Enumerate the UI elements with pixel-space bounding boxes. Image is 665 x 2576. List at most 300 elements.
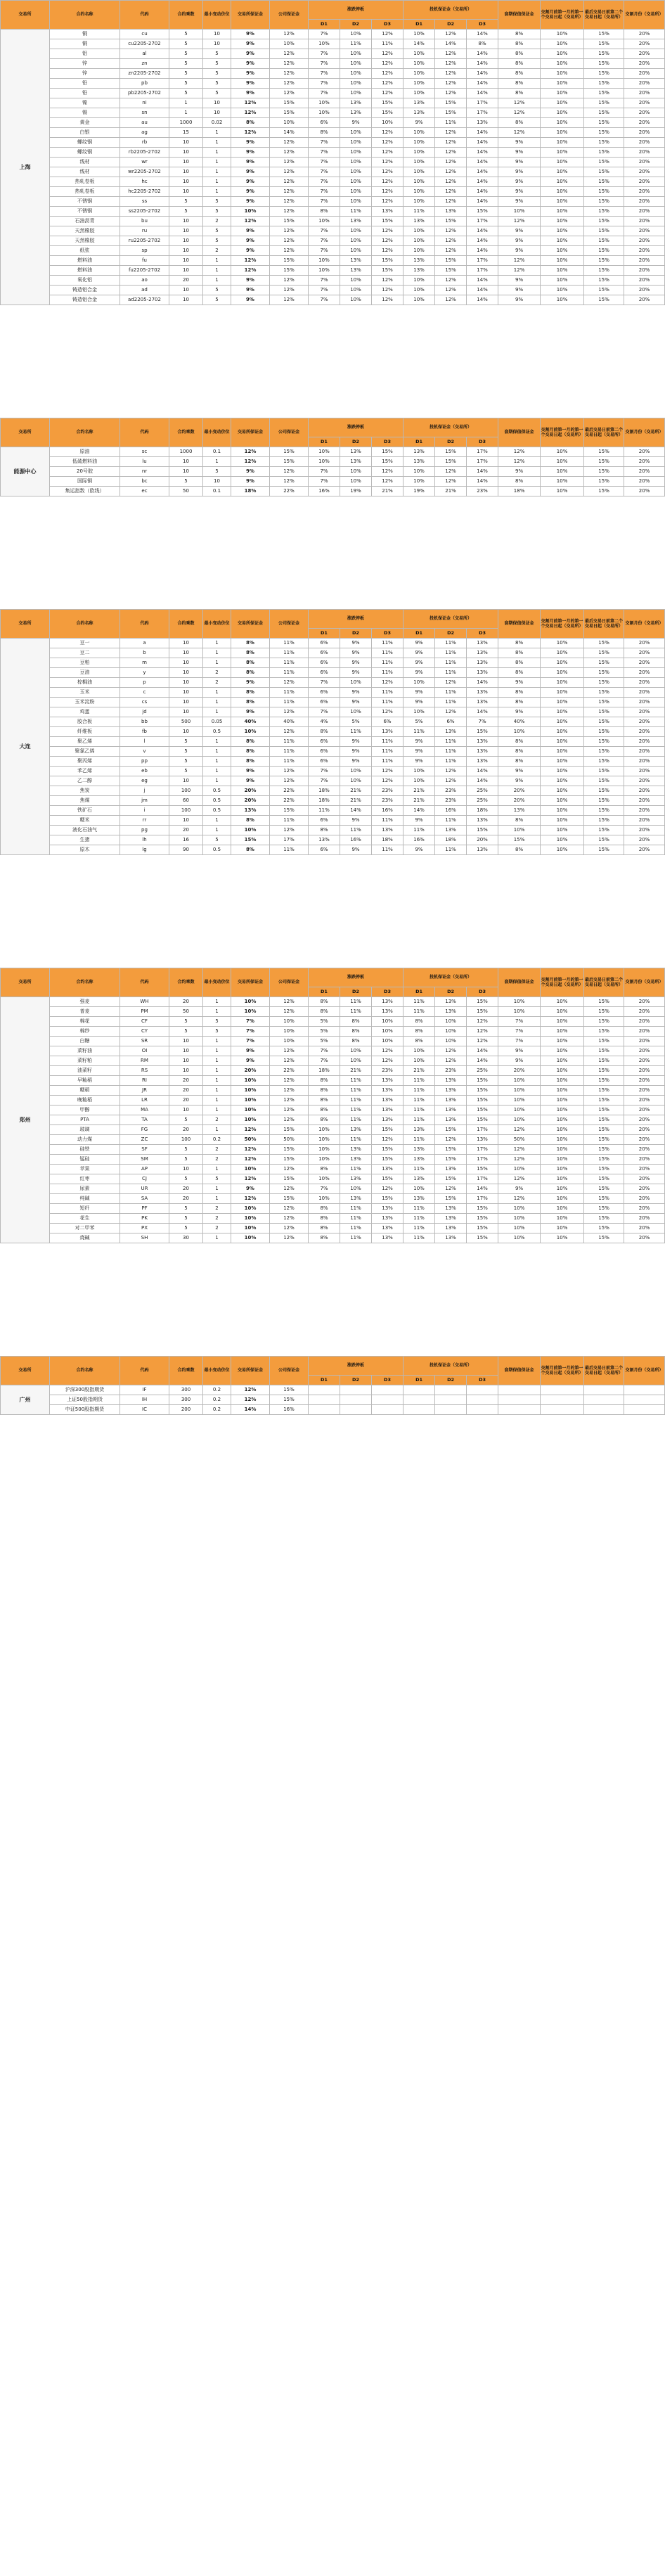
table-cell: 12% [498, 447, 541, 457]
table-cell: 10% [541, 1145, 584, 1155]
table-cell: 豆二 [50, 648, 120, 658]
table-cell: 15% [270, 1194, 309, 1204]
table-cell: IF [120, 1385, 169, 1395]
table-row [1, 747, 665, 757]
table-cell: 10% [541, 1125, 584, 1135]
table-cell: 23% [372, 1066, 403, 1076]
table-cell: 1 [203, 1233, 231, 1243]
table-cell: 10% [541, 737, 584, 747]
table-cell: 10% [541, 1194, 584, 1204]
table-cell: 6% [309, 698, 340, 707]
spacer-cell [1, 1415, 665, 1528]
col-company-margin-header: 公司保证金 [270, 968, 309, 997]
table-cell: 10% [403, 776, 435, 786]
table-cell: 18% [309, 786, 340, 796]
table-cell: 11% [340, 1007, 372, 1017]
table-cell: 12% [270, 79, 309, 89]
table-cell: 0.05 [203, 717, 231, 727]
table-cell: 14% [467, 226, 498, 236]
table-cell: lh [120, 835, 169, 845]
table-cell: 13% [467, 698, 498, 707]
table-cell: 10% [541, 457, 584, 467]
table-cell: 15% [467, 1076, 498, 1086]
table-cell: 11% [372, 39, 403, 49]
table-cell: 20% [624, 1224, 665, 1233]
table-cell: 乙二醇 [50, 776, 120, 786]
table-cell: 10% [541, 648, 584, 658]
table-cell: 20% [624, 727, 665, 737]
table-cell: 8% [498, 698, 541, 707]
table-cell: 20% [624, 648, 665, 658]
table-cell: 15% [435, 1145, 467, 1155]
tier-col-2: D3 [372, 1376, 403, 1385]
table-row [1, 167, 665, 177]
table-cell: 15% [435, 108, 467, 118]
table-cell: 13% [372, 1224, 403, 1233]
table-cell: 12% [270, 197, 309, 207]
table-cell: 12% [498, 256, 541, 266]
col-code-header: 代码 [120, 968, 169, 997]
table-cell: 15% [584, 658, 624, 668]
table-cell: 9% [231, 295, 270, 305]
table-cell: 5 [169, 1027, 203, 1037]
spec-col-0: D1 [403, 987, 435, 997]
table-cell: 12% [372, 776, 403, 786]
table-cell: 13% [372, 1076, 403, 1086]
table-cell: 20% [624, 79, 665, 89]
table-row [1, 49, 665, 59]
table-cell: 9% [231, 1184, 270, 1194]
table-cell: 棉花 [50, 1017, 120, 1027]
table-cell: 5 [203, 1027, 231, 1037]
table-cell: 8% [498, 69, 541, 79]
table-cell: 锡 [50, 108, 120, 118]
table-cell: 粳米 [50, 816, 120, 826]
table-cell: 12% [270, 1106, 309, 1115]
table-cell: 玉米 [50, 688, 120, 698]
table-cell: 石油沥青 [50, 217, 120, 226]
table-cell: 1 [203, 648, 231, 658]
table-cell: 12% [270, 1115, 309, 1125]
table-cell: 20% [624, 1233, 665, 1243]
table-cell: 12% [372, 177, 403, 187]
table-cell: 8% [309, 207, 340, 217]
table-row [1, 1125, 665, 1135]
table-cell: 8% [498, 49, 541, 59]
table-row [1, 1214, 665, 1224]
table-cell: 11% [435, 845, 467, 855]
table-row [1, 1046, 665, 1056]
table-cell: 10% [541, 487, 584, 496]
table-cell: 12% [372, 467, 403, 477]
table-cell: 11% [270, 737, 309, 747]
table-cell: 9% [340, 668, 372, 678]
col-exchange-header: 交易所 [1, 1, 50, 30]
table-cell: 10 [169, 688, 203, 698]
table-cell: 14% [467, 1056, 498, 1066]
table-row [1, 1395, 665, 1405]
table-cell: 6% [309, 845, 340, 855]
table-cell: 12% [270, 678, 309, 688]
table-cell: 15% [270, 1125, 309, 1135]
table-cell: 13% [340, 1125, 372, 1135]
table-cell: 豆油 [50, 668, 120, 678]
table-cell: 13% [467, 816, 498, 826]
table-cell: 11% [435, 688, 467, 698]
table-cell: 6% [309, 639, 340, 648]
table-cell: ad [120, 286, 169, 295]
table-cell: 9% [231, 59, 270, 69]
table-cell: 10% [541, 167, 584, 177]
table-cell: 7% [309, 467, 340, 477]
table-cell: 8% [467, 39, 498, 49]
table-cell: 15% [435, 98, 467, 108]
table-cell: 液化石油气 [50, 826, 120, 835]
table-cell: 1 [203, 1046, 231, 1056]
table-cell: 7% [309, 707, 340, 717]
col-spec-header: 投机保证金（交易所） [403, 418, 498, 437]
table-row [1, 668, 665, 678]
table-cell: 10% [403, 1056, 435, 1066]
table-cell: 12% [435, 467, 467, 477]
table-cell: 8% [340, 1027, 372, 1037]
table-row [1, 1066, 665, 1076]
table-cell: 100 [169, 806, 203, 816]
table-cell: 15% [270, 98, 309, 108]
table-row [1, 707, 665, 717]
table-cell: 12% [467, 1037, 498, 1046]
table-cell: 苯乙烯 [50, 767, 120, 776]
table-cell: 15% [584, 1135, 624, 1145]
table-row [1, 256, 665, 266]
table-cell: 17% [270, 835, 309, 845]
col-company-margin-header: 公司保证金 [270, 610, 309, 639]
table-row [1, 246, 665, 256]
table-cell: 20% [624, 1165, 665, 1174]
table-cell: 1 [203, 148, 231, 158]
tier-col-0: D1 [309, 987, 340, 997]
table-cell: 21% [372, 487, 403, 496]
table-cell: 22% [270, 1066, 309, 1076]
table-row [1, 276, 665, 286]
table-cell: 10% [403, 246, 435, 256]
table-row [1, 678, 665, 688]
table-row [1, 467, 665, 477]
table-cell: 10 [169, 266, 203, 276]
table-cell: 10 [169, 256, 203, 266]
table-cell: 11% [403, 207, 435, 217]
spec-col-2: D3 [467, 987, 498, 997]
tier-col-0: D1 [309, 1376, 340, 1385]
table-cell: 15% [372, 1125, 403, 1135]
table-cell: 15% [584, 688, 624, 698]
table-cell: lg [120, 845, 169, 855]
table-cell: 15% [498, 835, 541, 845]
table-cell: 15% [584, 816, 624, 826]
table-row [1, 639, 665, 648]
table-cell: 0.5 [203, 796, 231, 806]
table-cell: 13% [340, 1174, 372, 1184]
table-cell: 10% [541, 1066, 584, 1076]
table-cell: 10% [541, 835, 584, 845]
table-cell: 1 [203, 1086, 231, 1096]
table-cell: 17% [467, 217, 498, 226]
table-cell: 10% [340, 79, 372, 89]
table-cell: 15% [270, 256, 309, 266]
table-cell: 13% [403, 1125, 435, 1135]
table-cell: 16% [309, 487, 340, 496]
table-cell: 1 [203, 826, 231, 835]
table-cell: 2 [203, 1115, 231, 1125]
table-cell: 20% [624, 698, 665, 707]
col-near_month-header: 交割月前第一月的第一个交易日起（交易所） [541, 1357, 584, 1385]
table-cell: 螺纹钢 [50, 138, 120, 148]
table-cell: 15% [584, 59, 624, 69]
table-cell: 13% [340, 256, 372, 266]
col-spec-header: 投机保证金（交易所） [403, 1357, 498, 1376]
table-cell: 6% [309, 757, 340, 767]
table-cell: 10% [498, 1086, 541, 1096]
table-cell: 5 [169, 1145, 203, 1155]
col-mintick-header: 最小变动价位 [203, 1, 231, 30]
table-cell: 10% [340, 138, 372, 148]
table-cell: 11% [403, 1233, 435, 1243]
table-cell: 10% [403, 236, 435, 246]
tier-col-2: D3 [372, 20, 403, 30]
table-cell: 10 [169, 236, 203, 246]
table-cell: 14% [467, 477, 498, 487]
table-cell: 12% [435, 1184, 467, 1194]
table-cell: 11% [403, 1115, 435, 1125]
table-cell: 12% [498, 266, 541, 276]
table-cell: 15% [584, 1066, 624, 1076]
col-mintick-header: 最小变动价位 [203, 1357, 231, 1385]
table-cell: 12% [270, 467, 309, 477]
table-cell: 20 [169, 826, 203, 835]
table-cell: 22% [270, 487, 309, 496]
table-cell: 12% [372, 226, 403, 236]
table-cell: 15% [467, 826, 498, 835]
table-cell: 11% [270, 845, 309, 855]
table-cell: rb2205-2702 [120, 148, 169, 158]
table-cell: 13% [340, 98, 372, 108]
table-cell: 8% [231, 639, 270, 648]
table-cell: 14% [467, 177, 498, 187]
table-cell [309, 1395, 340, 1405]
table-cell: 8% [309, 997, 340, 1007]
table-cell: 10% [231, 727, 270, 737]
table-cell: 9% [231, 467, 270, 477]
table-cell: 25% [467, 1066, 498, 1076]
table-cell: 9% [231, 286, 270, 295]
table-cell: 5 [169, 1224, 203, 1233]
table-cell: 聚氯乙烯 [50, 747, 120, 757]
table-cell: 10% [541, 138, 584, 148]
table-cell: 沪深300股指期货 [50, 1385, 120, 1395]
table-cell: 20% [624, 796, 665, 806]
table-cell: 20% [624, 477, 665, 487]
table-cell: 20% [624, 845, 665, 855]
table-cell: 15% [584, 266, 624, 276]
table-cell: 17% [467, 1174, 498, 1184]
table-cell: 10% [541, 187, 584, 197]
table-cell: 20% [624, 128, 665, 138]
table-cell: 9% [231, 707, 270, 717]
table-cell: 燃料油 [50, 266, 120, 276]
table-row [1, 1385, 665, 1395]
table-cell: 13% [467, 688, 498, 698]
table-cell: 40% [270, 717, 309, 727]
table-cell: 7% [309, 148, 340, 158]
table-cell: 15% [584, 737, 624, 747]
table-cell: 15% [584, 167, 624, 177]
table-cell: 花生 [50, 1214, 120, 1224]
table-cell: 12% [372, 286, 403, 295]
table-cell: 10% [541, 658, 584, 668]
table-cell: 10% [403, 49, 435, 59]
table-cell: 20% [624, 658, 665, 668]
table-cell: 12% [435, 776, 467, 786]
table-cell: nr [120, 467, 169, 477]
table-cell: 13% [435, 1007, 467, 1017]
table-cell: 1 [203, 747, 231, 757]
table-cell: 13% [467, 757, 498, 767]
table-cell: 10% [541, 158, 584, 167]
table-cell: 8% [231, 658, 270, 668]
table-cell: 15% [270, 266, 309, 276]
table-cell: 11% [372, 648, 403, 658]
table-cell: 8% [498, 59, 541, 69]
table-cell: 20% [624, 1096, 665, 1106]
table-cell: 14% [467, 79, 498, 89]
table-row [1, 658, 665, 668]
table-cell [403, 1395, 435, 1405]
table-cell: 12% [435, 276, 467, 286]
table-cell: 10% [231, 1224, 270, 1233]
table-cell: 1 [203, 1125, 231, 1135]
table-cell: 13% [467, 737, 498, 747]
table-cell: 7% [231, 1037, 270, 1046]
table-cell [435, 1405, 467, 1415]
table-cell: 12% [372, 79, 403, 89]
table-cell: 热轧卷板 [50, 177, 120, 187]
table-cell: 20% [624, 1125, 665, 1135]
table-cell: 15% [584, 1106, 624, 1115]
table-cell: 14% [467, 776, 498, 786]
table-row [1, 447, 665, 457]
col-delivery-header: 交割月份（交易所） [624, 968, 665, 997]
table-cell: 8% [498, 639, 541, 648]
table-cell: 15% [372, 256, 403, 266]
col-multiplier-header: 合约乘数 [169, 418, 203, 447]
table-cell: 8% [309, 1096, 340, 1106]
table-cell: 10% [541, 776, 584, 786]
table-cell: 11% [403, 1086, 435, 1096]
table-cell: 20% [624, 1135, 665, 1145]
table-cell: 15% [584, 236, 624, 246]
table-cell: 12% [270, 59, 309, 69]
table-cell: 0.2 [203, 1385, 231, 1395]
table-cell: 11% [403, 1007, 435, 1017]
table-cell: ZC [120, 1135, 169, 1145]
table-cell: 7% [231, 1027, 270, 1037]
table-cell: 11% [435, 639, 467, 648]
table-cell: 1 [203, 266, 231, 276]
table-cell: 14% [340, 806, 372, 816]
table-cell: 13% [403, 108, 435, 118]
table-cell: 10% [340, 776, 372, 786]
col-contract-header: 合约名称 [50, 968, 120, 997]
table-cell: 10% [541, 108, 584, 118]
table-cell: 15% [584, 1056, 624, 1066]
table-cell: 8% [498, 477, 541, 487]
table-cell: 15% [584, 487, 624, 496]
table-cell: 10% [340, 286, 372, 295]
table-cell [467, 1395, 498, 1405]
table-cell [340, 1385, 372, 1395]
table-cell: 10% [541, 747, 584, 757]
table-cell: 12% [372, 148, 403, 158]
table-cell: 20 [169, 1194, 203, 1204]
table-cell: al [120, 49, 169, 59]
table-cell: 苹果 [50, 1165, 120, 1174]
table-cell: 17% [467, 1194, 498, 1204]
table-cell: 12% [270, 1214, 309, 1224]
table-cell: 12% [270, 1086, 309, 1096]
table-cell: 9% [231, 1056, 270, 1066]
table-cell: 9% [498, 197, 541, 207]
table-cell: rb [120, 138, 169, 148]
table-cell: 10% [541, 1233, 584, 1243]
table-cell: 甲醇 [50, 1106, 120, 1115]
table-cell: 6% [309, 658, 340, 668]
table-cell: 10% [340, 177, 372, 187]
tier-col-2: D3 [372, 437, 403, 447]
table-cell: 5% [340, 717, 372, 727]
table-cell: 10% [340, 167, 372, 177]
table-cell: 9% [340, 816, 372, 826]
table-cell: 10 [169, 1165, 203, 1174]
table-cell: 11% [435, 757, 467, 767]
table-cell: WH [120, 997, 169, 1007]
table-cell: 黄金 [50, 118, 120, 128]
table-cell: 14% [467, 138, 498, 148]
spec-col-1: D2 [435, 20, 467, 30]
table-cell: 10% [541, 1224, 584, 1233]
col-exchange-header: 交易所 [1, 610, 50, 639]
table-cell: 10% [541, 639, 584, 648]
table-cell: 10 [169, 816, 203, 826]
table-row [1, 737, 665, 747]
table-cell: 11% [435, 668, 467, 678]
table-cell: 1 [203, 1165, 231, 1174]
table-row [1, 79, 665, 89]
table-cell: 20% [624, 98, 665, 108]
table-cell: 10% [231, 207, 270, 217]
table-cell: 12% [270, 69, 309, 79]
table-cell: 10 [169, 1066, 203, 1076]
col-hedge-header: 套期保值保证金 [498, 418, 541, 447]
table-cell: 1 [203, 128, 231, 138]
table-cell: 15% [584, 1076, 624, 1086]
table-cell: 13% [435, 1214, 467, 1224]
table-cell: 10% [309, 98, 340, 108]
table-cell: 12% [231, 1194, 270, 1204]
table-cell [403, 1405, 435, 1415]
table-cell: 15% [584, 698, 624, 707]
table-cell: 10% [541, 796, 584, 806]
table-cell: 9% [231, 158, 270, 167]
